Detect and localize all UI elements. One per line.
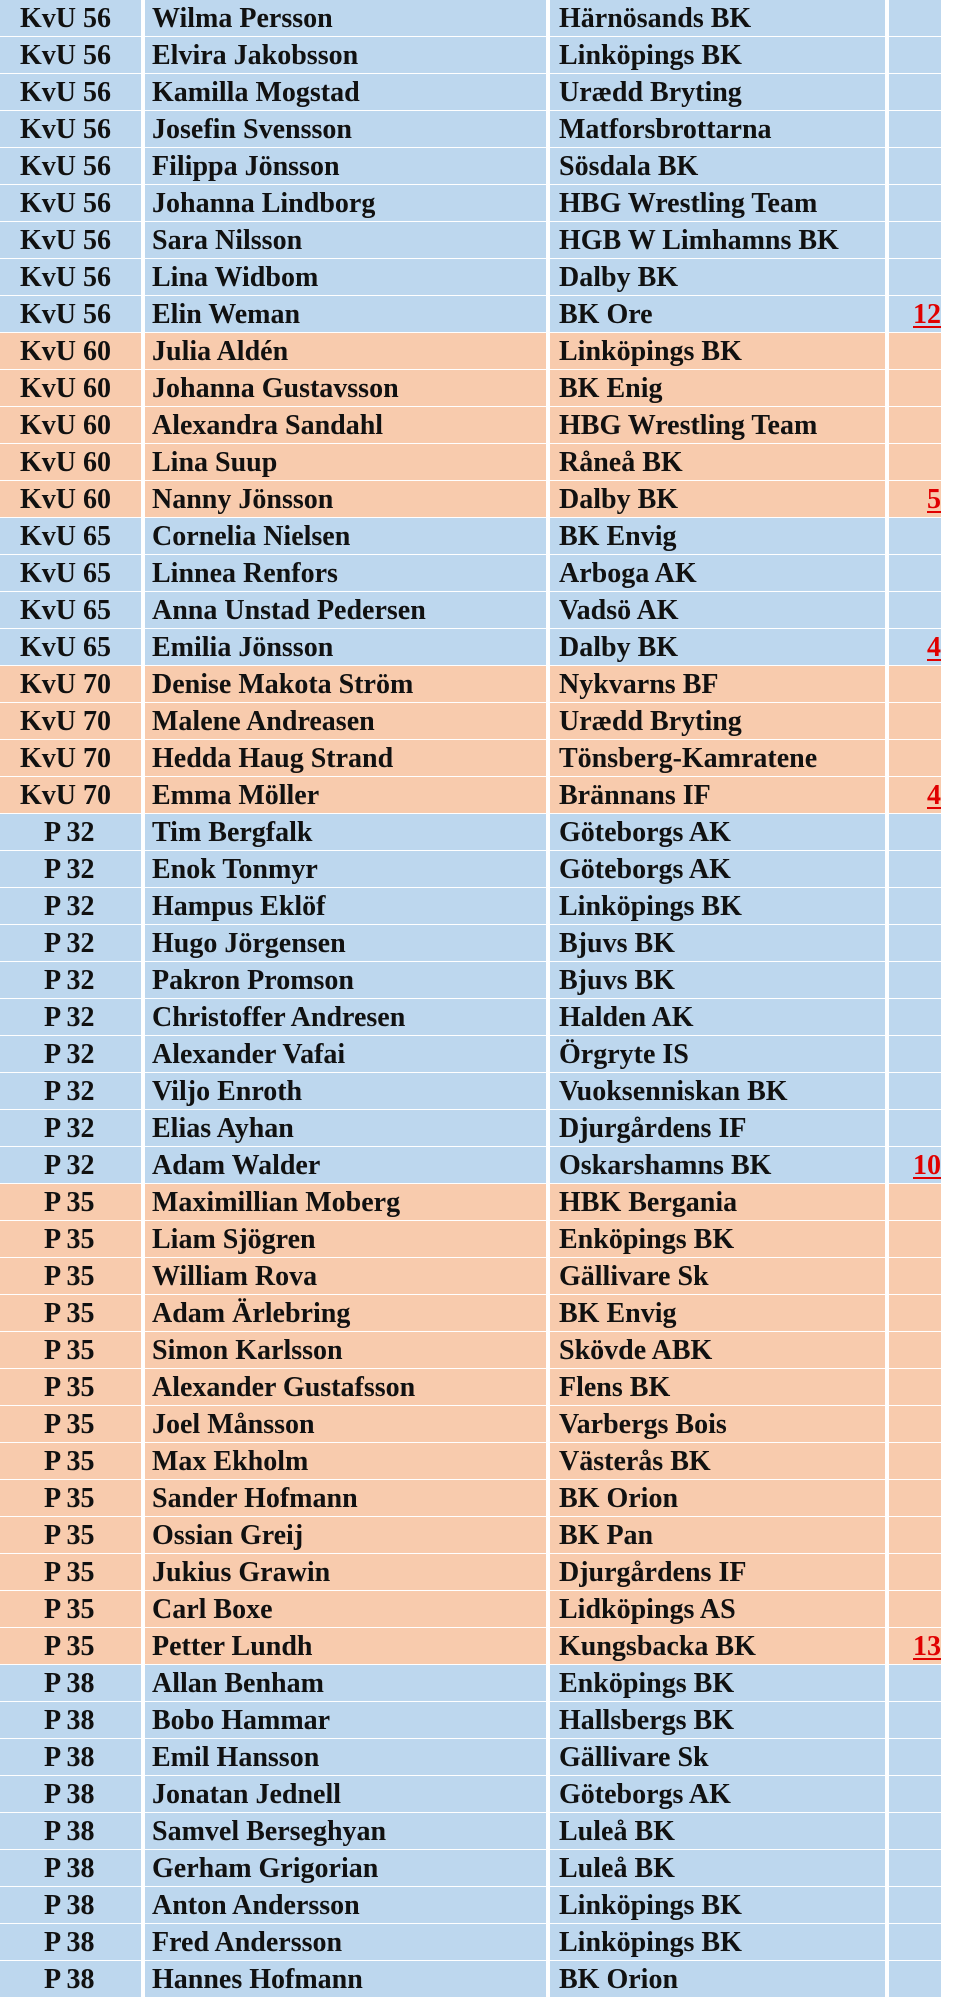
wrestler-name-cell: Anna Unstad Pedersen	[145, 592, 548, 629]
club-name-cell: Linköpings BK	[550, 37, 887, 74]
club-name-cell: Vadsö AK	[550, 592, 887, 629]
wrestler-name-cell: Alexander Gustafsson	[145, 1369, 548, 1406]
weight-class-cell: P 35	[0, 1591, 143, 1628]
wrestler-name-cell: Petter Lundh	[145, 1628, 548, 1665]
count-cell	[889, 1406, 941, 1443]
weight-class-cell: P 35	[0, 1406, 143, 1443]
weight-class-cell: P 32	[0, 962, 143, 999]
wrestler-name-cell: Wilma Persson	[145, 0, 548, 37]
count-cell	[889, 407, 941, 444]
table-row	[0, 1702, 960, 1739]
table-row	[0, 962, 960, 999]
club-name-cell: Hallsbergs BK	[550, 1702, 887, 1739]
table-row	[0, 592, 960, 629]
wrestler-name-cell: Lina Suup	[145, 444, 548, 481]
count-cell	[889, 1813, 941, 1850]
wrestler-name-cell: Emma Möller	[145, 777, 548, 814]
weight-class-cell: KvU 60	[0, 481, 143, 518]
weight-class-cell: P 38	[0, 1850, 143, 1887]
count-cell	[889, 888, 941, 925]
club-name-cell: Urædd Bryting	[550, 703, 887, 740]
count-cell	[889, 111, 941, 148]
club-name-cell: HGB W Limhamns BK	[550, 222, 887, 259]
wrestler-name-cell: Enok Tonmyr	[145, 851, 548, 888]
club-name-cell: Linköpings BK	[550, 1887, 887, 1924]
wrestler-name-cell: Josefin Svensson	[145, 111, 548, 148]
club-name-cell: Linköpings BK	[550, 888, 887, 925]
count-cell	[889, 555, 941, 592]
weight-class-cell: KvU 56	[0, 259, 143, 296]
table-row	[0, 1258, 960, 1295]
table-row	[0, 518, 960, 555]
weight-class-cell: P 32	[0, 925, 143, 962]
table-row	[0, 1110, 960, 1147]
table-row	[0, 629, 960, 666]
table-row	[0, 1184, 960, 1221]
club-name-cell: Bjuvs BK	[550, 925, 887, 962]
table-row	[0, 814, 960, 851]
table-row	[0, 1887, 960, 1924]
table-row	[0, 407, 960, 444]
weight-class-cell: KvU 60	[0, 407, 143, 444]
weight-class-cell: P 35	[0, 1221, 143, 1258]
count-cell	[889, 740, 941, 777]
wrestler-name-cell: Tim Bergfalk	[145, 814, 548, 851]
club-name-cell: BK Envig	[550, 518, 887, 555]
club-name-cell: Enköpings BK	[550, 1221, 887, 1258]
table-row	[0, 1406, 960, 1443]
club-name-cell: Gällivare Sk	[550, 1258, 887, 1295]
table-row	[0, 185, 960, 222]
weight-class-cell: KvU 70	[0, 666, 143, 703]
club-name-cell: Djurgårdens IF	[550, 1110, 887, 1147]
wrestler-name-cell: Max Ekholm	[145, 1443, 548, 1480]
table-row	[0, 1628, 960, 1665]
count-cell	[889, 1665, 941, 1702]
entry-count-link[interactable]: 12	[913, 299, 941, 330]
club-name-cell: Urædd Bryting	[550, 74, 887, 111]
club-name-cell: Sösdala BK	[550, 148, 887, 185]
club-name-cell: Dalby BK	[550, 259, 887, 296]
count-cell	[889, 296, 941, 333]
count-cell	[889, 444, 941, 481]
wrestler-name-cell: Alexander Vafai	[145, 1036, 548, 1073]
weight-class-cell: KvU 56	[0, 296, 143, 333]
club-name-cell: Enköpings BK	[550, 1665, 887, 1702]
wrestler-name-cell: Ossian Greij	[145, 1517, 548, 1554]
count-cell	[889, 1369, 941, 1406]
wrestler-name-cell: Nanny Jönsson	[145, 481, 548, 518]
entry-count-link[interactable]: 5	[927, 484, 941, 515]
entry-count-link[interactable]: 4	[927, 632, 941, 663]
weight-class-cell: P 35	[0, 1628, 143, 1665]
club-name-cell: BK Envig	[550, 1295, 887, 1332]
club-name-cell: Härnösands BK	[550, 0, 887, 37]
count-cell	[889, 1258, 941, 1295]
club-name-cell: Råneå BK	[550, 444, 887, 481]
wrestler-name-cell: Sara Nilsson	[145, 222, 548, 259]
wrestler-name-cell: Pakron Promson	[145, 962, 548, 999]
table-row	[0, 1554, 960, 1591]
table-row	[0, 1221, 960, 1258]
wrestler-name-cell: Adam Ärlebring	[145, 1295, 548, 1332]
club-name-cell: Lidköpings AS	[550, 1591, 887, 1628]
weight-class-cell: KvU 65	[0, 518, 143, 555]
club-name-cell: Nykvarns BF	[550, 666, 887, 703]
weight-class-cell: KvU 70	[0, 740, 143, 777]
club-name-cell: BK Orion	[550, 1480, 887, 1517]
table-row	[0, 1480, 960, 1517]
table-row	[0, 1517, 960, 1554]
count-cell	[889, 1036, 941, 1073]
club-name-cell: Luleå BK	[550, 1850, 887, 1887]
table-row	[0, 222, 960, 259]
club-name-cell: Göteborgs AK	[550, 814, 887, 851]
weight-class-cell: KvU 65	[0, 592, 143, 629]
count-cell	[889, 37, 941, 74]
weight-class-cell: P 35	[0, 1184, 143, 1221]
count-cell	[889, 370, 941, 407]
wrestler-name-cell: Cornelia Nielsen	[145, 518, 548, 555]
club-name-cell: Dalby BK	[550, 629, 887, 666]
wrestler-name-cell: Adam Walder	[145, 1147, 548, 1184]
wrestler-name-cell: Hampus Eklöf	[145, 888, 548, 925]
wrestler-name-cell: Lina Widbom	[145, 259, 548, 296]
wrestler-name-cell: Christoffer Andresen	[145, 999, 548, 1036]
weight-class-cell: KvU 60	[0, 333, 143, 370]
count-cell	[889, 185, 941, 222]
weight-class-cell: P 38	[0, 1887, 143, 1924]
weight-class-cell: P 35	[0, 1332, 143, 1369]
weight-class-cell: KvU 60	[0, 370, 143, 407]
wrestler-name-cell: Hedda Haug Strand	[145, 740, 548, 777]
count-cell	[889, 1776, 941, 1813]
wrestler-name-cell: Fred Andersson	[145, 1924, 548, 1961]
table-row	[0, 888, 960, 925]
weight-class-cell: P 32	[0, 1073, 143, 1110]
count-cell	[889, 259, 941, 296]
weight-class-cell: P 32	[0, 1110, 143, 1147]
table-row	[0, 999, 960, 1036]
club-name-cell: Brännans IF	[550, 777, 887, 814]
club-name-cell: Djurgårdens IF	[550, 1554, 887, 1591]
count-cell	[889, 777, 941, 814]
count-cell	[889, 1443, 941, 1480]
table-row	[0, 851, 960, 888]
wrestler-name-cell: Kamilla Mogstad	[145, 74, 548, 111]
count-cell	[889, 1739, 941, 1776]
entry-count-link[interactable]: 10	[913, 1150, 941, 1181]
count-cell	[889, 1850, 941, 1887]
table-row	[0, 1036, 960, 1073]
wrestler-name-cell: Jukius Grawin	[145, 1554, 548, 1591]
table-row	[0, 0, 960, 37]
wrestler-name-cell: Jonatan Jednell	[145, 1776, 548, 1813]
count-cell	[889, 333, 941, 370]
weight-class-cell: P 35	[0, 1517, 143, 1554]
table-row	[0, 666, 960, 703]
club-name-cell: Arboga AK	[550, 555, 887, 592]
count-cell	[889, 1702, 941, 1739]
count-cell	[889, 666, 941, 703]
wrestler-name-cell: Joel Månsson	[145, 1406, 548, 1443]
count-cell	[889, 1332, 941, 1369]
weight-class-cell: KvU 56	[0, 222, 143, 259]
club-name-cell: BK Enig	[550, 370, 887, 407]
club-name-cell: Skövde ABK	[550, 1332, 887, 1369]
count-cell	[889, 703, 941, 740]
table-row	[0, 1739, 960, 1776]
count-cell	[889, 148, 941, 185]
table-row	[0, 111, 960, 148]
weight-class-cell: P 38	[0, 1739, 143, 1776]
wrestler-name-cell: Simon Karlsson	[145, 1332, 548, 1369]
table-row	[0, 333, 960, 370]
club-name-cell: Göteborgs AK	[550, 1776, 887, 1813]
weight-class-cell: P 32	[0, 888, 143, 925]
weight-class-cell: P 35	[0, 1554, 143, 1591]
weight-class-cell: P 32	[0, 1147, 143, 1184]
wrestler-name-cell: Viljo Enroth	[145, 1073, 548, 1110]
table-row	[0, 1295, 960, 1332]
club-name-cell: Örgryte IS	[550, 1036, 887, 1073]
club-name-cell: Linköpings BK	[550, 1924, 887, 1961]
count-cell	[889, 1924, 941, 1961]
club-name-cell: Vuoksenniskan BK	[550, 1073, 887, 1110]
count-cell	[889, 629, 941, 666]
wrestler-name-cell: Emil Hansson	[145, 1739, 548, 1776]
club-name-cell: BK Orion	[550, 1961, 887, 1998]
entry-count-link[interactable]: 4	[927, 780, 941, 811]
count-cell	[889, 1628, 941, 1665]
wrestler-name-cell: William Rova	[145, 1258, 548, 1295]
wrestler-name-cell: Elias Ayhan	[145, 1110, 548, 1147]
wrestler-name-cell: Maximillian Moberg	[145, 1184, 548, 1221]
entry-count-link[interactable]: 13	[913, 1631, 941, 1662]
club-name-cell: Halden AK	[550, 999, 887, 1036]
club-name-cell: Västerås BK	[550, 1443, 887, 1480]
count-cell	[889, 925, 941, 962]
wrestler-name-cell: Bobo Hammar	[145, 1702, 548, 1739]
weight-class-cell: P 38	[0, 1665, 143, 1702]
table-row	[0, 296, 960, 333]
count-cell	[889, 999, 941, 1036]
wrestler-name-cell: Emilia Jönsson	[145, 629, 548, 666]
count-cell	[889, 222, 941, 259]
wrestler-name-cell: Linnea Renfors	[145, 555, 548, 592]
club-name-cell: HBG Wrestling Team	[550, 407, 887, 444]
club-name-cell: HBG Wrestling Team	[550, 185, 887, 222]
weight-class-cell: P 35	[0, 1369, 143, 1406]
club-name-cell: BK Pan	[550, 1517, 887, 1554]
count-cell	[889, 1961, 941, 1998]
table-row	[0, 444, 960, 481]
weight-class-cell: KvU 56	[0, 185, 143, 222]
count-cell	[889, 1295, 941, 1332]
table-row	[0, 1147, 960, 1184]
club-name-cell: Kungsbacka BK	[550, 1628, 887, 1665]
table-row	[0, 74, 960, 111]
wrestler-name-cell: Elin Weman	[145, 296, 548, 333]
count-cell	[889, 74, 941, 111]
weight-class-cell: KvU 56	[0, 74, 143, 111]
wrestler-name-cell: Gerham Grigorian	[145, 1850, 548, 1887]
table-row	[0, 1073, 960, 1110]
count-cell	[889, 0, 941, 37]
weight-class-cell: P 38	[0, 1813, 143, 1850]
table-row	[0, 703, 960, 740]
table-row	[0, 370, 960, 407]
wrestler-name-cell: Elvira Jakobsson	[145, 37, 548, 74]
count-cell	[889, 1073, 941, 1110]
table-row	[0, 1443, 960, 1480]
table-row	[0, 1665, 960, 1702]
count-cell	[889, 1554, 941, 1591]
wrestler-name-cell: Hugo Jörgensen	[145, 925, 548, 962]
weight-class-cell: KvU 56	[0, 0, 143, 37]
count-cell	[889, 1887, 941, 1924]
club-name-cell: Linköpings BK	[550, 333, 887, 370]
weight-class-cell: P 35	[0, 1258, 143, 1295]
table-row	[0, 1591, 960, 1628]
count-cell	[889, 592, 941, 629]
club-name-cell: Tönsberg-Kamratene	[550, 740, 887, 777]
wrestler-name-cell: Sander Hofmann	[145, 1480, 548, 1517]
count-cell	[889, 481, 941, 518]
table-row	[0, 777, 960, 814]
club-name-cell: HBK Bergania	[550, 1184, 887, 1221]
wrestler-name-cell: Johanna Lindborg	[145, 185, 548, 222]
weight-class-cell: P 32	[0, 1036, 143, 1073]
weight-class-cell: P 35	[0, 1443, 143, 1480]
wrestler-name-cell: Allan Benham	[145, 1665, 548, 1702]
wrestler-name-cell: Malene Andreasen	[145, 703, 548, 740]
table-row	[0, 1369, 960, 1406]
wrestler-name-cell: Julia Aldén	[145, 333, 548, 370]
weight-class-cell: P 38	[0, 1961, 143, 1998]
weight-class-cell: KvU 70	[0, 777, 143, 814]
weight-class-cell: KvU 65	[0, 629, 143, 666]
table-row	[0, 740, 960, 777]
count-cell	[889, 1147, 941, 1184]
count-cell	[889, 1480, 941, 1517]
count-cell	[889, 962, 941, 999]
club-name-cell: Matforsbrottarna	[550, 111, 887, 148]
weight-class-cell: P 35	[0, 1480, 143, 1517]
count-cell	[889, 1110, 941, 1147]
weight-class-cell: KvU 56	[0, 37, 143, 74]
weight-class-cell: P 38	[0, 1924, 143, 1961]
table-row	[0, 555, 960, 592]
table-row	[0, 1961, 960, 1998]
table-row	[0, 925, 960, 962]
club-name-cell: BK Ore	[550, 296, 887, 333]
count-cell	[889, 1591, 941, 1628]
count-cell	[889, 1221, 941, 1258]
weight-class-cell: P 35	[0, 1295, 143, 1332]
weight-class-cell: P 38	[0, 1702, 143, 1739]
wrestler-name-cell: Denise Makota Ström	[145, 666, 548, 703]
count-cell	[889, 1517, 941, 1554]
weight-class-cell: KvU 56	[0, 148, 143, 185]
club-name-cell: Flens BK	[550, 1369, 887, 1406]
weight-class-cell: P 32	[0, 999, 143, 1036]
wrestler-name-cell: Hannes Hofmann	[145, 1961, 548, 1998]
club-name-cell: Bjuvs BK	[550, 962, 887, 999]
table-row	[0, 1850, 960, 1887]
count-cell	[889, 518, 941, 555]
count-cell	[889, 851, 941, 888]
weight-class-cell: KvU 60	[0, 444, 143, 481]
count-cell	[889, 814, 941, 851]
table-row	[0, 1924, 960, 1961]
count-cell	[889, 1184, 941, 1221]
wrestler-name-cell: Carl Boxe	[145, 1591, 548, 1628]
table-row	[0, 259, 960, 296]
table-row	[0, 481, 960, 518]
club-name-cell: Varbergs Bois	[550, 1406, 887, 1443]
club-name-cell: Gällivare Sk	[550, 1739, 887, 1776]
club-name-cell: Oskarshamns BK	[550, 1147, 887, 1184]
club-name-cell: Göteborgs AK	[550, 851, 887, 888]
wrestler-name-cell: Liam Sjögren	[145, 1221, 548, 1258]
wrestler-name-cell: Filippa Jönsson	[145, 148, 548, 185]
wrestler-name-cell: Anton Andersson	[145, 1887, 548, 1924]
weight-class-cell: KvU 56	[0, 111, 143, 148]
club-name-cell: Dalby BK	[550, 481, 887, 518]
weight-class-cell: KvU 70	[0, 703, 143, 740]
table-row	[0, 148, 960, 185]
weight-class-cell: KvU 65	[0, 555, 143, 592]
wrestler-name-cell: Johanna Gustavsson	[145, 370, 548, 407]
weight-class-cell: P 38	[0, 1776, 143, 1813]
weight-class-cell: P 32	[0, 814, 143, 851]
wrestler-name-cell: Alexandra Sandahl	[145, 407, 548, 444]
table-row	[0, 1813, 960, 1850]
table-row	[0, 1776, 960, 1813]
table-row	[0, 37, 960, 74]
wrestler-name-cell: Samvel Berseghyan	[145, 1813, 548, 1850]
club-name-cell: Luleå BK	[550, 1813, 887, 1850]
table-row	[0, 1332, 960, 1369]
weight-class-cell: P 32	[0, 851, 143, 888]
